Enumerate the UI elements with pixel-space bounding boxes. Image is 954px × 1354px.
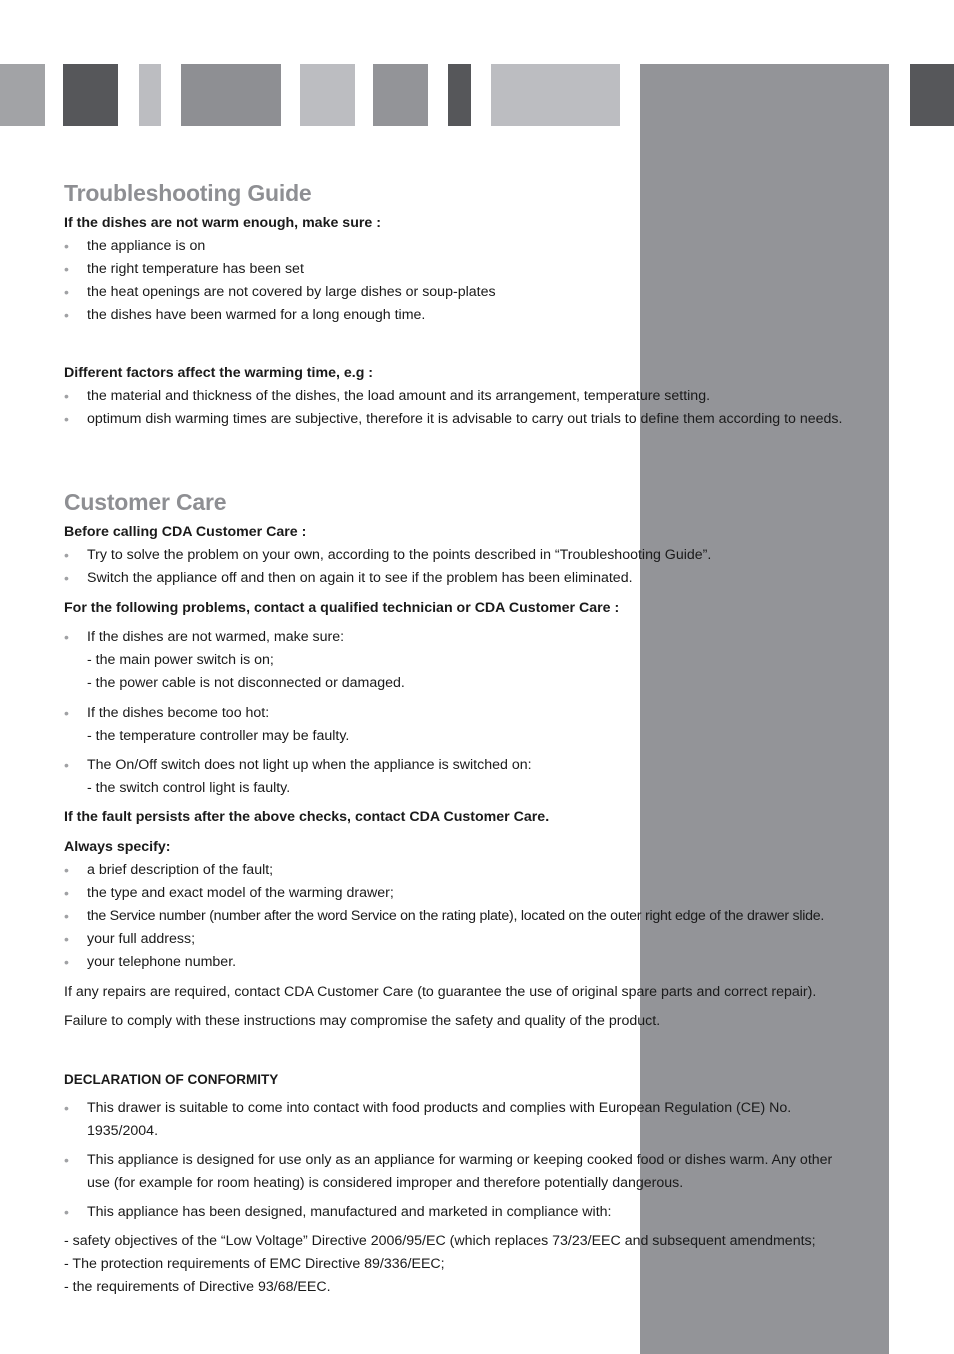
list-item: • the appliance is on: [64, 235, 844, 258]
list-item: • This appliance is designed for use only as an appliance for warming or keeping cooked food or dishes warm. Any other use (for example for room heating) is considered improper and therefore potentially dangerous.: [64, 1149, 844, 1195]
list-item: [64, 626, 844, 695]
list-item: • Switch the appliance off and then on again it to see if the problem has been eliminated.: [64, 567, 844, 590]
list-item: • Try to solve the problem on your own, according to the points described in “Troubleshooting Guide”.: [64, 544, 844, 567]
persists-note: If the fault persists after the above checks, contact CDA Customer Care.: [64, 809, 550, 825]
list-item: • the Service number (number after the word Service on the rating plate), located on the outer right edge of the drawer slide.: [64, 905, 844, 928]
failure-note: Failure to comply with these instructions may compromise the safety and quality of the product.: [64, 1013, 661, 1029]
specify-heading: Always specify:: [64, 839, 171, 855]
header-bar-4: [181, 64, 281, 126]
header-bar-6: [373, 64, 428, 126]
problem-text: • If the dishes become too hot:: [87, 705, 270, 721]
declaration-line: - the requirements of Directive 93/68/EEC.: [64, 1279, 331, 1295]
list-item: • This drawer is suitable to come into contact with food products and complies with European Regulation (CE) No. 1935/2004.: [64, 1097, 844, 1143]
problems-list: [64, 626, 844, 800]
header-bar-3: [139, 64, 161, 126]
specify-list: [64, 859, 844, 974]
declaration-list: [64, 1097, 844, 1224]
list-item: • the dishes have been warmed for a long enough time.: [64, 304, 844, 327]
list-item: • the heat openings are not covered by large dishes or soup-plates: [64, 281, 844, 304]
header-bar-7: [448, 64, 471, 126]
problem-sub: - the power cable is not disconnected or damaged.: [87, 675, 405, 691]
before-list: [64, 544, 844, 590]
header-bar-9: [910, 64, 954, 126]
list-item: • optimum dish warming times are subjective, therefore it is advisable to carry out trials to define them according to needs.: [64, 408, 844, 431]
factors-list: [64, 385, 844, 431]
problem-sub: - the temperature controller may be faulty.: [87, 728, 350, 744]
customer-care-title: Customer Care: [64, 489, 227, 515]
warm-heading: If the dishes are not warm enough, make sure :: [64, 215, 381, 231]
repairs-note: If any repairs are required, contact CDA Customer Care (to guarantee the use of original spare parts and correct repair).: [64, 984, 817, 1000]
list-item: [64, 754, 844, 800]
list-item: • This appliance has been designed, manufactured and marketed in compliance with:: [64, 1201, 844, 1224]
list-item: • a brief description of the fault;: [64, 859, 844, 882]
factors-heading: Different factors affect the warming time, e.g :: [64, 365, 374, 381]
declaration-line: - The protection requirements of EMC Directive 89/336/EEC;: [64, 1256, 445, 1272]
problems-heading: For the following problems, contact a qualified technician or CDA Customer Care :: [64, 600, 620, 616]
declaration-title: DECLARATION OF CONFORMITY: [64, 1072, 279, 1087]
before-heading: Before calling CDA Customer Care :: [64, 524, 307, 540]
list-item: [64, 702, 844, 748]
header-bar-5: [300, 64, 355, 126]
problem-sub: - the switch control light is faulty.: [87, 780, 291, 796]
list-item: • the material and thickness of the dishes, the load amount and its arrangement, temperature setting.: [64, 385, 844, 408]
header-bar-2: [63, 64, 118, 126]
problem-text: • If the dishes are not warmed, make sure:: [87, 629, 345, 645]
warm-list: [64, 235, 844, 327]
declaration-line: - safety objectives of the “Low Voltage” Directive 2006/95/EC (which replaces 73/23/EEC and subsequent amendments;: [64, 1233, 816, 1249]
problem-sub: - the main power switch is on;: [87, 652, 274, 668]
troubleshooting-title: Troubleshooting Guide: [64, 180, 312, 206]
header-bar-8: [491, 64, 620, 126]
list-item: • the right temperature has been set: [64, 258, 844, 281]
list-item: • your full address;: [64, 928, 844, 951]
problem-text: • The On/Off switch does not light up when the appliance is switched on:: [87, 757, 532, 773]
header-bar-1: [0, 64, 45, 126]
list-item: • your telephone number.: [64, 951, 844, 974]
list-item: • the type and exact model of the warming drawer;: [64, 882, 844, 905]
page-content: [64, 176, 844, 1299]
